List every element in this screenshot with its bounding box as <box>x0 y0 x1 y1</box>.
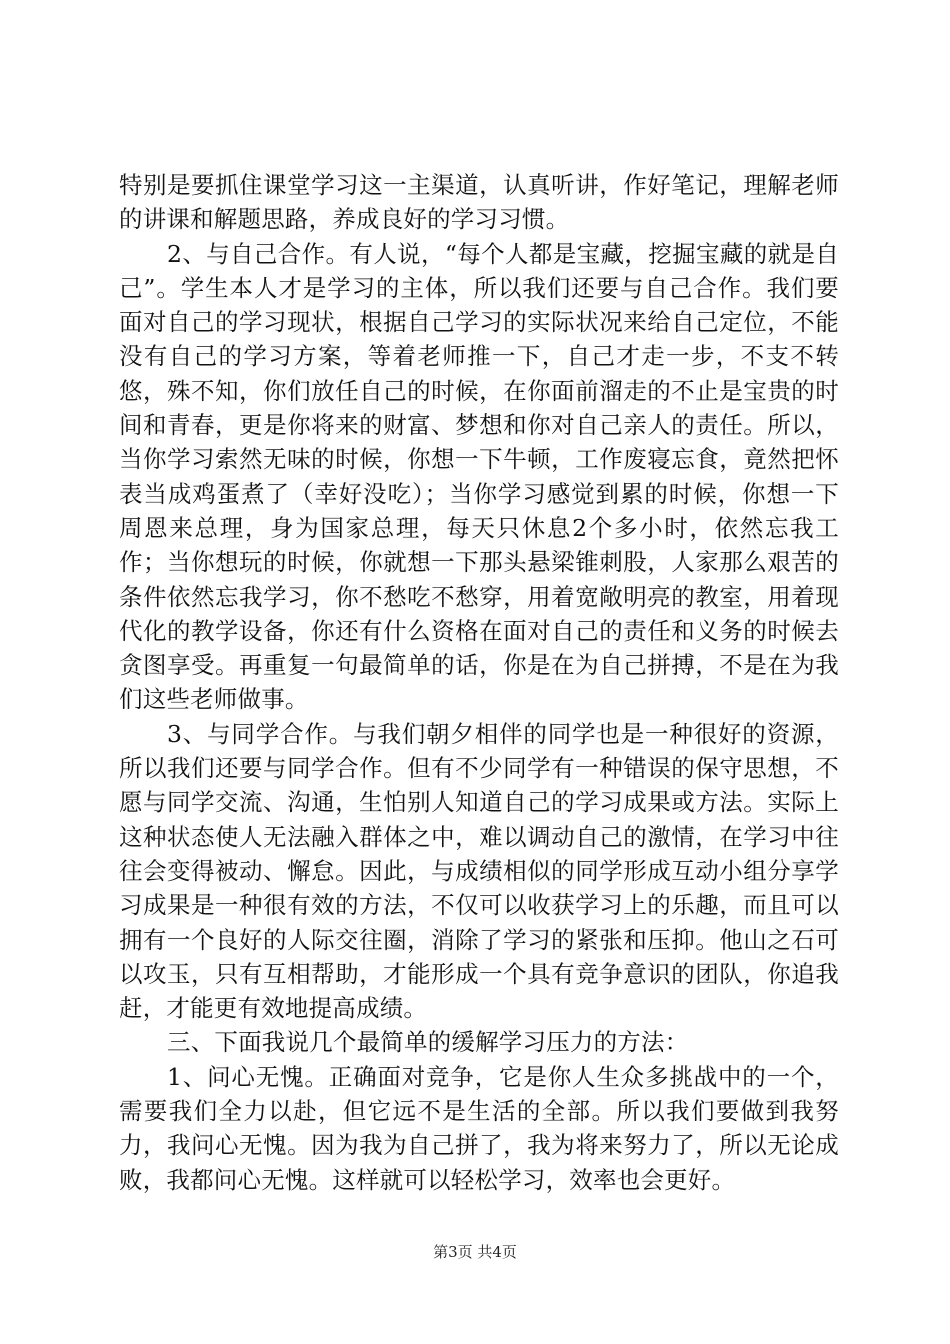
paragraph-cooperate-with-self: 2、与自己合作。有人说，“每个人都是宝藏，挖掘宝藏的就是自己”。学生本人才是学习的主体，所以我们还要与自己合作。我们要面对自己的学习现状，根据自己学习的实际状况来给自己定位，不能没有自己的学习方案，等着老师推一下，自己才走一步，不支不转悠，殊不知，你们放任自己的时候，在你面前溜走的不止是宝贵的时间和青春，更是你将来的财富、梦想和你对自己亲人的责任。所以，当你学习索然无味的时候，你想一下牛顿，工作废寝忘食，竟然把怀表当成鸡蛋煮了（幸好没吃）；当你学习感觉到累的时候，你想一下周恩来总理，身为国家总理，每天只休息2个多小时，依然忘我工作；当你想玩的时候，你就想一下那头悬梁锥刺股，人家那么艰苦的条件依然忘我学习，你不愁吃不愁穿，用着宽敞明亮的教室，用着现代化的教学设备，你还有什么资格在面对自己的责任和义务的时候去贪图享受。再重复一句最简单的话，你是在为自己拼搏，不是在为我们这些老师做事。 <box>119 239 839 714</box>
section-heading-stress-relief: 三、下面我说几个最简单的缓解学习压力的方法： <box>167 1028 689 1057</box>
document-body <box>119 168 839 1197</box>
paragraph-continuation: 特别是要抓住课堂学习这一主渠道，认真听讲，作好笔记，理解老师的讲课和解题思路，养成良好的学习习惯。 <box>119 171 839 234</box>
paragraph-cooperate-with-classmates: 3、与同学合作。与我们朝夕相伴的同学也是一种很好的资源，所以我们还要与同学合作。但有不少同学有一种错误的保守思想，不愿与同学交流、沟通，生怕别人知道自己的学习成果或方法。实际上这种状态使人无法融入群体之中，难以调动自己的激情，在学习中往往会变得被动、懈怠。因此，与成绩相似的同学形成互动小组分享学习成果是一种很有效的方法，不仅可以收获学习上的乐趣，而且可以拥有一个良好的人际交往圈，消除了学习的紧张和压抑。他山之石可以攻玉，只有互相帮助，才能形成一个具有竞争意识的团队，你追我赶，才能更有效地提高成绩。 <box>119 719 839 1023</box>
page-number-footer: 第3页 共4页 <box>433 1243 517 1261</box>
paragraph-clear-conscience: 1、问心无愧。正确面对竞争，它是你人生众多挑战中的一个，需要我们全力以赴，但它远不是生活的全部。所以我们要做到我努力，我问心无愧。因为我为自己拼了，我为将来努力了，所以无论成败，我都问心无愧。这样就可以轻松学习，效率也会更好。 <box>119 1062 839 1194</box>
